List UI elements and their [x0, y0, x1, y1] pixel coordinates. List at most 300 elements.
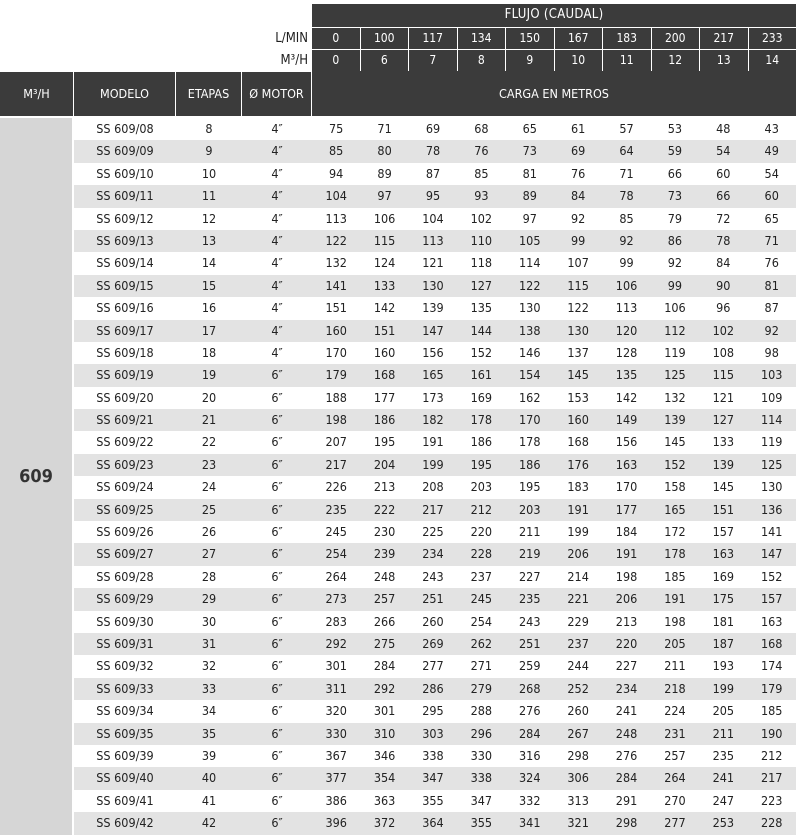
model-cell: SS 609/15: [96, 277, 154, 293]
stages-cell: 8: [205, 121, 213, 136]
head-value-cell: 187: [712, 635, 735, 651]
head-value-cell: 195: [519, 479, 541, 495]
head-value-cell: 80: [377, 143, 392, 159]
head-value-cell: 364: [422, 815, 444, 831]
head-value-cell: 295: [422, 703, 444, 719]
table-row: [74, 767, 796, 789]
stages-cell: 18: [201, 344, 217, 360]
head-value-cell: 386: [325, 792, 347, 808]
head-value-cell: 158: [664, 479, 686, 495]
stages-cell: 17: [201, 322, 217, 338]
head-value-cell: 338: [470, 770, 493, 786]
model-cell: SS 609/33: [96, 680, 154, 696]
stages-cell: 33: [201, 680, 217, 696]
head-value-cell: 354: [373, 770, 396, 786]
m3h-value: 11: [602, 50, 651, 71]
head-value-cell: 162: [519, 389, 541, 405]
head-value-cell: 137: [567, 344, 589, 360]
head-value-cell: 153: [567, 389, 589, 405]
m3h-value: 9: [505, 50, 554, 71]
head-value-cell: 254: [470, 613, 493, 629]
head-value-cell: 324: [519, 770, 541, 786]
motor-cell: 6″: [271, 747, 283, 763]
table-row: [74, 790, 796, 812]
lmin-value: 167: [554, 28, 603, 49]
table-row: [74, 185, 796, 207]
model-cell: SS 609/14: [96, 255, 154, 271]
motor-cell: 6″: [271, 546, 283, 562]
head-value-cell: 105: [519, 232, 541, 248]
head-value-cell: 152: [664, 456, 686, 472]
motor-cell: 6″: [271, 568, 283, 584]
head-value-cell: 203: [470, 479, 493, 495]
head-value-cell: 198: [615, 568, 638, 584]
head-value-cell: 170: [615, 479, 638, 495]
col-head-meters: CARGA EN METROS: [499, 86, 609, 101]
motor-cell: 4″: [271, 143, 283, 159]
column-header: [0, 72, 796, 116]
head-value-cell: 130: [519, 300, 541, 316]
head-value-cell: 145: [567, 367, 589, 383]
head-value-cell: 147: [422, 322, 444, 338]
head-value-cell: 106: [664, 300, 686, 316]
m3h-value: 0: [332, 53, 340, 67]
head-value-cell: 330: [325, 725, 347, 741]
head-value-cell: 66: [716, 188, 731, 204]
head-value-cell: 259: [519, 658, 541, 674]
table-row: [74, 476, 796, 498]
lmin-value: 183: [602, 28, 651, 49]
head-value-cell: 175: [712, 591, 735, 607]
head-value-cell: 251: [422, 591, 444, 607]
head-value-cell: 269: [422, 635, 444, 651]
head-value-cell: 292: [325, 635, 347, 651]
head-value-cell: 266: [373, 613, 396, 629]
lmin-value: 150: [505, 28, 554, 49]
m3h-values-row: [312, 50, 796, 71]
col-motor: Ø MOTOR: [242, 72, 312, 116]
head-value-cell: 367: [325, 747, 347, 763]
head-value-cell: 179: [325, 367, 347, 383]
table-row: [74, 275, 796, 297]
motor-cell: 6″: [271, 479, 283, 495]
head-value-cell: 138: [519, 322, 541, 338]
model-cell: SS 609/31: [96, 635, 154, 651]
head-value-cell: 276: [615, 747, 638, 763]
head-value-cell: 76: [474, 143, 489, 159]
head-value-cell: 190: [760, 725, 783, 741]
head-value-cell: 96: [716, 300, 731, 316]
table-row: [74, 208, 796, 230]
head-value-cell: 245: [325, 524, 347, 540]
head-value-cell: 133: [712, 434, 735, 450]
model-cell: SS 609/35: [96, 725, 154, 741]
head-value-cell: 75: [329, 121, 344, 136]
head-value-cell: 130: [760, 479, 783, 495]
head-value-cell: 184: [615, 524, 638, 540]
head-value-cell: 231: [664, 725, 686, 741]
head-value-cell: 161: [470, 367, 493, 383]
m3h-value: 12: [651, 50, 700, 71]
head-value-cell: 122: [519, 277, 541, 293]
head-value-cell: 86: [667, 232, 683, 248]
head-value-cell: 156: [615, 434, 638, 450]
head-value-cell: 181: [712, 613, 735, 629]
head-value-cell: 191: [567, 501, 589, 517]
lmin-value: 233: [748, 28, 796, 49]
head-value-cell: 206: [567, 546, 589, 562]
head-value-cell: 204: [373, 456, 396, 472]
table-row: [74, 588, 796, 610]
head-value-cell: 221: [567, 591, 589, 607]
head-value-cell: 49: [764, 143, 779, 159]
head-value-cell: 120: [615, 322, 638, 338]
head-value-cell: 311: [325, 680, 347, 696]
head-value-cell: 284: [373, 658, 396, 674]
stages-cell: 30: [201, 613, 217, 629]
head-value-cell: 89: [522, 188, 537, 204]
stages-cell: 25: [201, 501, 217, 517]
m3h-value: 6: [360, 50, 409, 71]
head-value-cell: 115: [567, 277, 589, 293]
head-value-cell: 169: [712, 568, 735, 584]
head-value-cell: 248: [615, 725, 638, 741]
table-row: [74, 320, 796, 342]
head-value-cell: 228: [470, 546, 493, 562]
stages-cell: 24: [201, 479, 217, 495]
head-value-cell: 151: [712, 501, 735, 517]
head-value-cell: 252: [567, 680, 589, 696]
head-value-cell: 125: [664, 367, 686, 383]
data-table-body: [74, 118, 796, 835]
head-value-cell: 169: [470, 389, 493, 405]
head-value-cell: 87: [764, 300, 779, 316]
head-value-cell: 172: [664, 524, 686, 540]
head-value-cell: 103: [760, 367, 783, 383]
head-value-cell: 71: [764, 232, 779, 248]
head-value-cell: 154: [519, 367, 541, 383]
head-value-cell: 160: [373, 344, 396, 360]
table-row: [74, 364, 796, 386]
series-cell: 609: [0, 118, 72, 835]
head-value-cell: 81: [764, 277, 779, 293]
stages-cell: 20: [201, 389, 217, 405]
stages-cell: 21: [201, 412, 217, 428]
head-value-cell: 108: [712, 344, 735, 360]
head-value-cell: 157: [760, 591, 783, 607]
head-value-cell: 121: [712, 389, 735, 405]
head-value-cell: 146: [519, 344, 541, 360]
head-value-cell: 226: [325, 479, 347, 495]
head-value-cell: 193: [712, 658, 735, 674]
head-value-cell: 168: [373, 367, 396, 383]
head-value-cell: 185: [664, 568, 686, 584]
model-cell: SS 609/30: [96, 613, 154, 629]
head-value-cell: 217: [422, 501, 444, 517]
head-value-cell: 135: [615, 367, 638, 383]
head-value-cell: 276: [519, 703, 541, 719]
head-value-cell: 109: [760, 389, 783, 405]
head-value-cell: 230: [373, 524, 396, 540]
head-value-cell: 205: [712, 703, 735, 719]
head-value-cell: 316: [519, 747, 541, 763]
head-value-cell: 227: [519, 568, 541, 584]
table-row: [74, 655, 796, 677]
table-row: [74, 700, 796, 722]
m3h-value: 14: [748, 50, 796, 71]
head-value-cell: 234: [422, 546, 444, 562]
motor-cell: 6″: [271, 389, 283, 405]
head-value-cell: 57: [619, 121, 634, 136]
head-value-cell: 99: [619, 255, 634, 271]
head-value-cell: 64: [619, 143, 634, 159]
motor-cell: 4″: [271, 121, 283, 136]
head-value-cell: 306: [567, 770, 589, 786]
head-value-cell: 84: [570, 188, 586, 204]
head-value-cell: 284: [615, 770, 638, 786]
motor-cell: 4″: [271, 165, 283, 181]
head-value-cell: 60: [764, 188, 779, 204]
head-value-cell: 347: [422, 770, 444, 786]
head-value-cell: 66: [667, 165, 683, 181]
head-value-cell: 298: [567, 747, 589, 763]
head-value-cell: 97: [377, 188, 392, 204]
model-cell: SS 609/21: [96, 412, 154, 428]
head-value-cell: 133: [373, 277, 396, 293]
head-value-cell: 113: [615, 300, 638, 316]
head-value-cell: 288: [470, 703, 493, 719]
head-value-cell: 188: [325, 389, 347, 405]
head-value-cell: 186: [373, 412, 396, 428]
model-cell: SS 609/19: [96, 367, 154, 383]
head-value-cell: 99: [667, 277, 683, 293]
head-value-cell: 218: [664, 680, 686, 696]
head-value-cell: 212: [760, 747, 783, 763]
head-value-cell: 149: [615, 412, 638, 428]
motor-cell: 6″: [271, 501, 283, 517]
head-value-cell: 243: [422, 568, 444, 584]
head-value-cell: 127: [470, 277, 493, 293]
head-value-cell: 79: [667, 210, 683, 226]
head-value-cell: 97: [522, 210, 537, 226]
head-value-cell: 235: [519, 591, 541, 607]
head-value-cell: 92: [667, 255, 683, 271]
motor-cell: 6″: [271, 524, 283, 540]
head-value-cell: 53: [667, 121, 683, 136]
model-cell: SS 609/26: [96, 524, 154, 540]
head-value-cell: 152: [760, 568, 783, 584]
head-value-cell: 234: [615, 680, 638, 696]
head-value-cell: 142: [373, 300, 396, 316]
stages-cell: 14: [201, 255, 217, 271]
stages-cell: 11: [201, 188, 217, 204]
table-row: [74, 678, 796, 700]
head-value-cell: 135: [470, 300, 493, 316]
head-value-cell: 139: [664, 412, 686, 428]
stages-cell: 26: [201, 524, 217, 540]
stages-cell: 42: [201, 815, 217, 831]
model-cell: SS 609/11: [96, 188, 154, 204]
head-value-cell: 142: [615, 389, 638, 405]
head-value-cell: 106: [373, 210, 396, 226]
table-row: [74, 611, 796, 633]
head-value-cell: 260: [567, 703, 589, 719]
motor-cell: 6″: [271, 680, 283, 696]
head-value-cell: 279: [470, 680, 493, 696]
head-value-cell: 296: [470, 725, 493, 741]
head-value-cell: 160: [325, 322, 347, 338]
head-value-cell: 118: [470, 255, 493, 271]
head-value-cell: 313: [567, 792, 589, 808]
head-value-cell: 156: [422, 344, 444, 360]
head-value-cell: 284: [519, 725, 541, 741]
flow-title: FLUJO (CAUDAL): [504, 7, 604, 22]
head-value-cell: 85: [329, 143, 344, 159]
head-value-cell: 141: [325, 277, 347, 293]
head-value-cell: 168: [760, 635, 783, 651]
head-value-cell: 195: [373, 434, 396, 450]
model-cell: SS 609/28: [96, 568, 154, 584]
head-value-cell: 170: [519, 412, 541, 428]
head-value-cell: 177: [373, 389, 396, 405]
head-value-cell: 112: [664, 322, 686, 338]
lmin-value: 217: [699, 28, 748, 49]
head-value-cell: 78: [619, 188, 634, 204]
head-value-cell: 213: [615, 613, 638, 629]
head-value-cell: 84: [716, 255, 731, 271]
head-value-cell: 332: [519, 792, 541, 808]
head-value-cell: 277: [664, 815, 686, 831]
table-row: [74, 230, 796, 252]
head-value-cell: 217: [760, 770, 783, 786]
head-value-cell: 92: [570, 210, 586, 226]
head-value-cell: 61: [570, 121, 586, 136]
head-value-cell: 253: [712, 815, 735, 831]
head-value-cell: 251: [519, 635, 541, 651]
head-value-cell: 151: [373, 322, 396, 338]
head-value-cell: 114: [519, 255, 541, 271]
head-value-cell: 178: [519, 434, 541, 450]
head-value-cell: 48: [716, 121, 731, 136]
motor-cell: 6″: [271, 456, 283, 472]
head-value-cell: 244: [567, 658, 589, 674]
head-value-cell: 257: [664, 747, 686, 763]
head-value-cell: 163: [712, 546, 735, 562]
head-value-cell: 321: [567, 815, 589, 831]
model-cell: SS 609/12: [96, 210, 154, 226]
motor-cell: 6″: [271, 635, 283, 651]
head-value-cell: 330: [470, 747, 493, 763]
stages-cell: 15: [201, 277, 217, 293]
model-cell: SS 609/25: [96, 501, 154, 517]
head-value-cell: 72: [716, 210, 731, 226]
head-value-cell: 71: [377, 121, 392, 136]
head-value-cell: 198: [664, 613, 686, 629]
head-value-cell: 141: [760, 524, 783, 540]
head-value-cell: 199: [712, 680, 735, 696]
head-value-cell: 107: [567, 255, 589, 271]
head-value-cell: 239: [373, 546, 396, 562]
head-value-cell: 355: [422, 792, 444, 808]
head-value-cell: 125: [760, 456, 783, 472]
lmin-values-row: [312, 28, 796, 49]
head-value-cell: 106: [615, 277, 638, 293]
head-value-cell: 198: [325, 412, 347, 428]
lmin-value: 200: [651, 28, 700, 49]
table-row: [74, 431, 796, 453]
head-value-cell: 363: [373, 792, 396, 808]
head-value-cell: 73: [522, 143, 537, 159]
head-value-cell: 298: [615, 815, 638, 831]
head-value-cell: 122: [325, 232, 347, 248]
head-value-cell: 93: [474, 188, 489, 204]
head-value-cell: 163: [760, 613, 783, 629]
head-value-cell: 264: [664, 770, 686, 786]
head-value-cell: 54: [716, 143, 731, 159]
head-value-cell: 78: [425, 143, 441, 159]
head-value-cell: 78: [716, 232, 731, 248]
head-value-cell: 104: [422, 210, 444, 226]
head-value-cell: 283: [325, 613, 347, 629]
stages-cell: 31: [201, 635, 217, 651]
head-value-cell: 286: [422, 680, 444, 696]
stages-cell: 16: [201, 300, 217, 316]
stages-cell: 28: [201, 568, 217, 584]
col-stages: ETAPAS: [176, 72, 242, 116]
table-row: [74, 342, 796, 364]
head-value-cell: 227: [615, 658, 638, 674]
head-value-cell: 217: [325, 456, 347, 472]
lmin-value: 100: [360, 28, 409, 49]
lmin-value: 117: [408, 28, 457, 49]
head-value-cell: 191: [615, 546, 638, 562]
stages-cell: 34: [201, 703, 217, 719]
head-value-cell: 235: [325, 501, 347, 517]
head-value-cell: 127: [712, 412, 735, 428]
motor-cell: 6″: [271, 658, 283, 674]
lmin-value: 0: [332, 31, 340, 45]
motor-cell: 4″: [271, 300, 283, 316]
head-value-cell: 214: [567, 568, 589, 584]
head-value-cell: 241: [712, 770, 735, 786]
head-value-cell: 119: [664, 344, 686, 360]
table-row: [74, 543, 796, 565]
head-value-cell: 179: [760, 680, 783, 696]
head-value-cell: 71: [619, 165, 634, 181]
motor-cell: 6″: [271, 412, 283, 428]
head-value-cell: 235: [712, 747, 735, 763]
head-value-cell: 320: [325, 703, 347, 719]
stages-cell: 23: [201, 456, 217, 472]
head-value-cell: 68: [474, 121, 489, 136]
head-value-cell: 69: [570, 143, 586, 159]
head-value-cell: 177: [615, 501, 638, 517]
head-value-cell: 132: [325, 255, 347, 271]
head-value-cell: 222: [373, 501, 396, 517]
head-value-cell: 85: [474, 165, 489, 181]
stages-cell: 13: [201, 232, 217, 248]
head-value-cell: 228: [760, 815, 783, 831]
head-value-cell: 178: [470, 412, 493, 428]
model-cell: SS 609/20: [96, 389, 154, 405]
head-value-cell: 178: [664, 546, 686, 562]
head-value-cell: 396: [325, 815, 347, 831]
table-row: [74, 387, 796, 409]
head-value-cell: 87: [425, 165, 441, 181]
motor-cell: 4″: [271, 344, 283, 360]
head-value-cell: 212: [470, 501, 493, 517]
model-cell: SS 609/39: [96, 747, 154, 763]
